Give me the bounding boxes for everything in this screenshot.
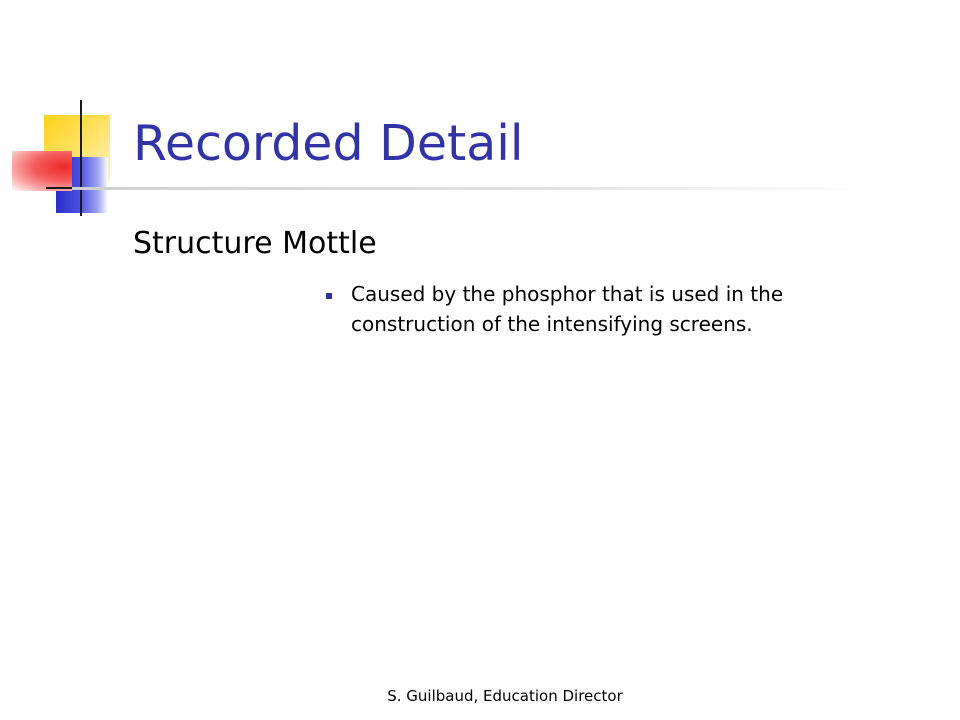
bullet-list	[326, 279, 886, 339]
vertical-line	[80, 100, 82, 216]
slide-footer: S. Guilbaud, Education Director	[387, 687, 623, 705]
slide-title: Recorded Detail	[133, 115, 524, 172]
red-square-shape	[12, 151, 72, 191]
bullet-text: Caused by the phosphor that is used in the construction of the intensifying screens.	[351, 282, 784, 336]
list-item	[326, 279, 886, 339]
decorative-logo	[0, 0, 140, 230]
square-bullet-icon	[326, 293, 332, 299]
title-underline-divider	[72, 187, 872, 190]
section-heading: Structure Mottle	[133, 226, 377, 261]
